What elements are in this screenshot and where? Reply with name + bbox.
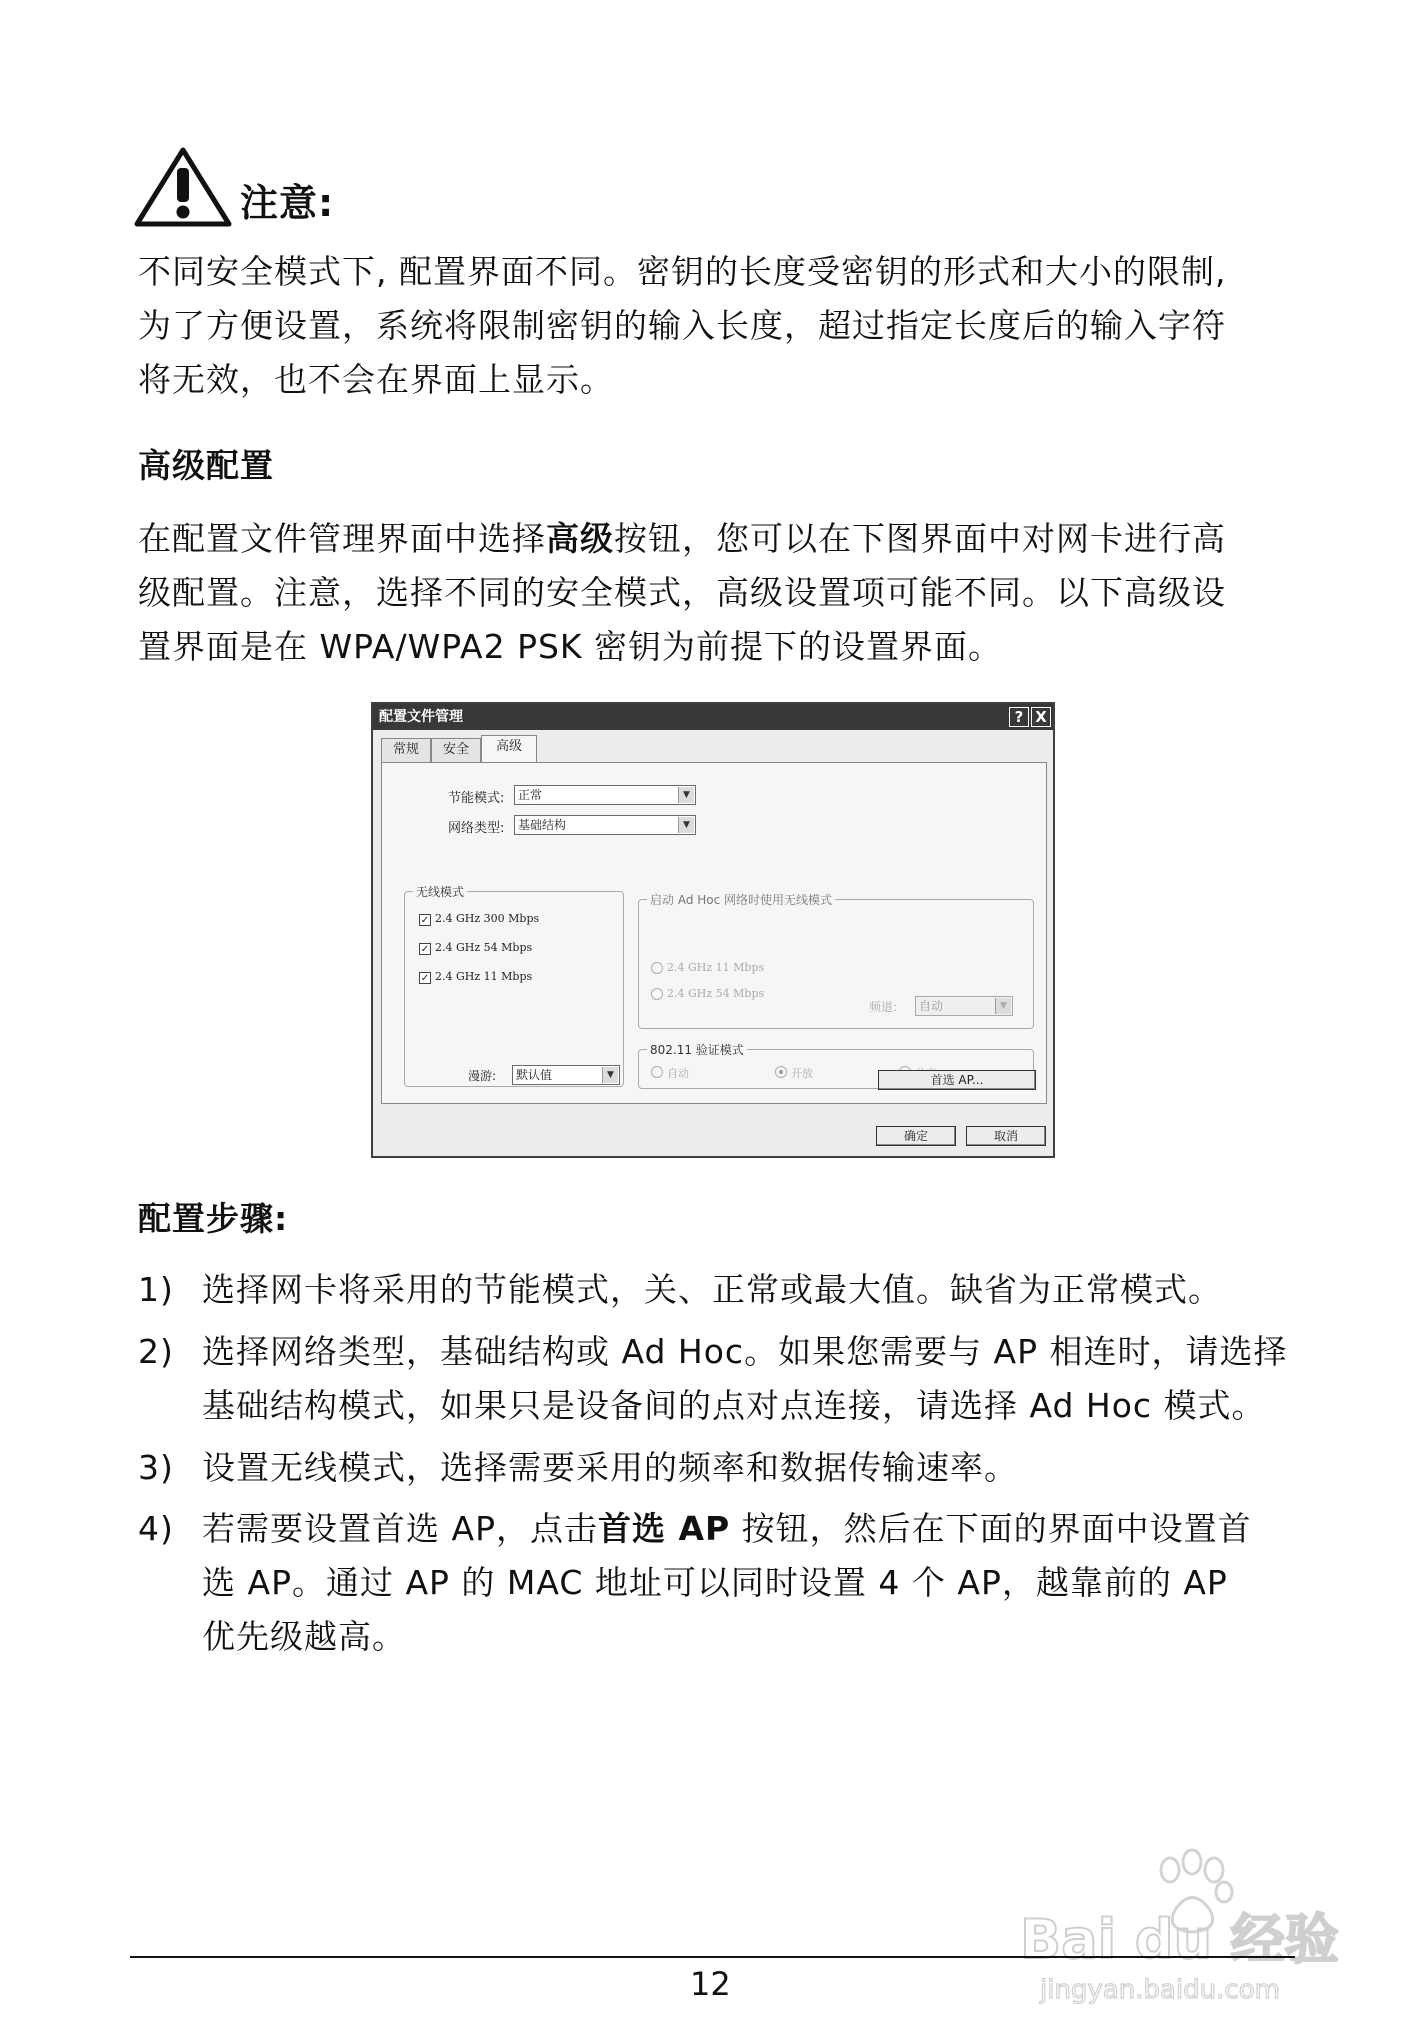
step-text: 按钮，然后在下面的界面中设置首 [730, 1509, 1252, 1548]
step-text: 设置无线模式，选择需要采用的频率和数据传输速率。 [202, 1448, 1018, 1487]
power-mode-value: 正常 [518, 788, 543, 802]
step-text: 若需要设置首选 AP，点击 [202, 1509, 598, 1548]
warning-icon [133, 146, 233, 228]
notice-title: 注意: [240, 181, 335, 225]
adhoc-group-label: 启动 Ad Hoc 网络时使用无线模式 [647, 891, 835, 908]
cancel-button[interactable]: 取消 [966, 1126, 1046, 1146]
profile-dialog [371, 702, 1055, 1158]
baidu-jingyan-watermark [1010, 1840, 1340, 2010]
page-number: 12 [690, 1965, 731, 2003]
channel-value: 自动 [919, 999, 944, 1013]
notice-line: 不同安全模式下, 配置界面不同。密钥的长度受密钥的形式和大小的限制, [138, 252, 1227, 291]
intro-bold: 高级 [546, 519, 614, 558]
radio-auth-auto[interactable] [651, 1066, 663, 1078]
wireless-mode-group-label: 无线模式 [413, 883, 467, 900]
wireless-mode-label: 2.4 GHz 300 Mbps [435, 912, 540, 925]
power-mode-label: 节能模式: [448, 791, 505, 806]
intro-text-part: 在配置文件管理界面中选择 [138, 519, 546, 558]
network-type-select[interactable] [514, 815, 696, 835]
wireless-mode-label: 2.4 GHz 54 Mbps [435, 941, 533, 954]
step-text: 选择网卡将采用的节能模式，关、正常或最大值。缺省为正常模式。 [202, 1270, 1222, 1309]
step-bold: 首选 AP [597, 1509, 731, 1548]
notice-line: 为了方便设置，系统将限制密钥的输入长度，超过指定长度后的输入字符 [138, 306, 1226, 345]
section-title: 高级配置 [138, 446, 274, 485]
tab-security[interactable]: 安全 [431, 738, 481, 762]
radio-adhoc-54mbps[interactable] [651, 988, 663, 1000]
adhoc-group [638, 893, 1034, 1029]
preferred-ap-button[interactable]: 首选 AP... [878, 1070, 1036, 1090]
intro-text-part: 按钮，您可以在下图界面中对网卡进行高 [614, 519, 1226, 558]
dialog-title: 配置文件管理 [379, 709, 463, 725]
step-number: 2) [138, 1332, 174, 1371]
ok-button[interactable]: 确定 [876, 1126, 956, 1146]
checkbox-11mbps[interactable]: ✓ [420, 973, 430, 984]
roaming-select[interactable] [512, 1065, 620, 1085]
radio-auth-open[interactable] [775, 1066, 787, 1078]
step-text: 优先级越高。 [202, 1617, 406, 1656]
watermark-brand: Bai du 经验 [1020, 1908, 1339, 1971]
chevron-down-icon: ▼ [995, 998, 1011, 1014]
network-type-value: 基础结构 [518, 818, 567, 832]
adhoc-mode-label: 2.4 GHz 11 Mbps [667, 961, 765, 974]
watermark-url: jingyan.baidu.com [1040, 1975, 1280, 2005]
intro-line: 置界面是在 WPA/WPA2 PSK 密钥为前提下的设置界面。 [138, 627, 1003, 666]
chevron-down-icon: ▼ [678, 817, 694, 833]
roaming-value: 默认值 [516, 1068, 553, 1082]
close-button[interactable]: X [1031, 707, 1051, 727]
auth-mode-label: 开放 [791, 1067, 813, 1080]
step-text: 基础结构模式，如果只是设备间的点对点连接，请选择 Ad Hoc 模式。 [202, 1386, 1266, 1425]
chevron-down-icon: ▼ [678, 787, 694, 803]
notice-line: 将无效，也不会在界面上显示。 [138, 360, 614, 399]
intro-line: 级配置。注意，选择不同的安全模式，高级设置项可能不同。以下高级设 [138, 573, 1226, 612]
step-text: 选择网络类型，基础结构或 Ad Hoc。如果您需要与 AP 相连时，请选择 [202, 1332, 1288, 1371]
chevron-down-icon: ▼ [602, 1067, 618, 1083]
dialog-titlebar [373, 704, 1053, 730]
checkbox-54mbps[interactable]: ✓ [420, 944, 430, 955]
step-number: 3) [138, 1448, 174, 1487]
network-type-label: 网络类型: [448, 821, 505, 836]
adhoc-mode-label: 2.4 GHz 54 Mbps [667, 987, 765, 1000]
notice-text [138, 245, 1288, 407]
auth-mode-group-label: 802.11 验证模式 [647, 1041, 747, 1058]
intro-text [138, 512, 1288, 674]
checkbox-300mbps[interactable]: ✓ [420, 915, 430, 926]
tab-general[interactable]: 常规 [381, 738, 431, 762]
help-button[interactable]: ? [1009, 707, 1029, 727]
tab-advanced[interactable]: 高级 [481, 735, 537, 763]
step-text: 选 AP。通过 AP 的 MAC 地址可以同时设置 4 个 AP，越靠前的 AP [202, 1563, 1228, 1602]
roaming-label: 漫游: [468, 1069, 497, 1083]
footer-rule [130, 1956, 1295, 1958]
auth-mode-label: 自动 [667, 1067, 689, 1080]
channel-select[interactable] [915, 996, 1013, 1016]
step-number: 1) [138, 1270, 174, 1309]
channel-label: 频道: [869, 1000, 898, 1014]
power-mode-select[interactable] [514, 785, 696, 805]
steps-title: 配置步骤: [138, 1199, 289, 1238]
wireless-mode-group [404, 885, 624, 1087]
step-number: 4) [138, 1509, 174, 1548]
radio-adhoc-11mbps[interactable] [651, 962, 663, 974]
advanced-panel [381, 762, 1047, 1104]
wireless-mode-label: 2.4 GHz 11 Mbps [435, 970, 533, 983]
